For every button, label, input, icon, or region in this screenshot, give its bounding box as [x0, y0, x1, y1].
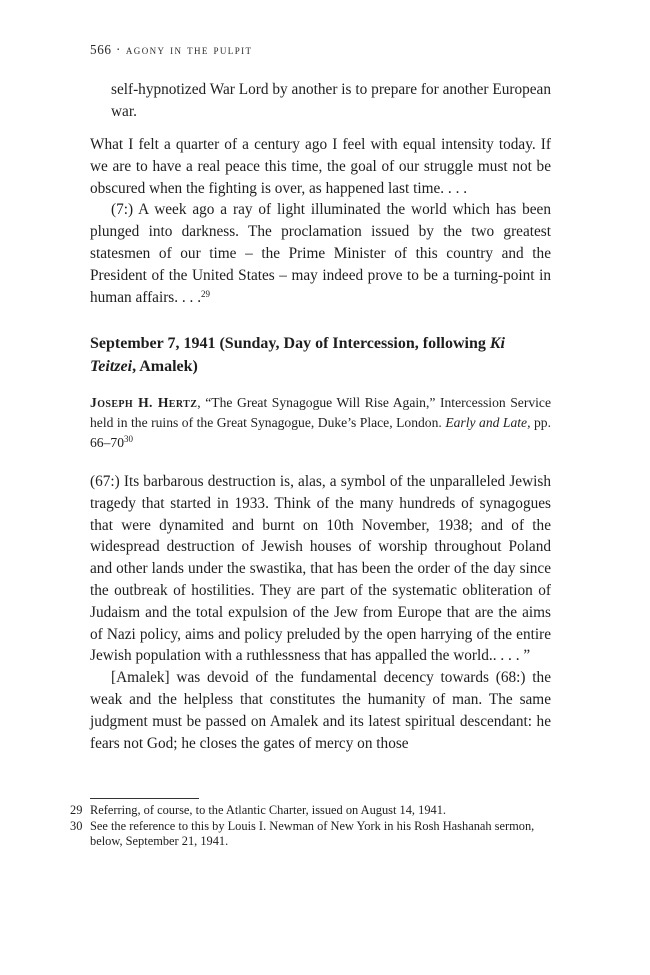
paragraph: What I felt a quarter of a century ago I feel with equal intensity today. If we are to have a real peace this time, the goal of our struggle must not be obscured when the fighting is over, as happened last time. . . .: [90, 136, 551, 197]
footnote-rule: [90, 798, 199, 799]
footnote-text: Referring, of course, to the Atlantic Charter, issued on August 14, 1941.: [90, 803, 447, 817]
paragraph-text: (7:) A week ago a ray of light illuminated the world which has been plunged into darkness. The proclamation issued by the two greatest statesmen of our time – the Prime Minister of this country and the President of the United States – may indeed prove to be a turning-point in human affairs. . . .: [90, 201, 551, 306]
footnote-text: See the reference to this by Louis I. Newman of New York in his Rosh Hashanah sermon, below, September 21, 1941.: [90, 818, 535, 848]
author-name: Joseph H. Hertz: [90, 395, 198, 410]
footnotes: [70, 803, 552, 850]
footnote: [70, 819, 552, 850]
footnote-ref: 29: [201, 288, 211, 299]
body-block-2: [90, 471, 551, 754]
section-heading: [90, 333, 551, 378]
paragraph: (67:) Its barbarous destruction is, alas, a symbol of the unparalleled Jewish tragedy that started in 1933. Think of the many hundreds of synagogues that were dynamited and burnt on 10th November, 1938; and of the widespread destruction of Jewish houses of worship throughout Poland and other lands under the swastika, that has been the order of the day since the outbreak of hostilities. They are part of the systematic obliteration of Judaism and the total expulsion of the Jew from Europe that are the aims of Nazi policy, aims and policy preluded by the open harrying of the entire Jewish population with a ruthlessness that has appalled the world.. . . . ”: [90, 473, 551, 665]
footnote-ref: 30: [123, 434, 133, 444]
footnote-number: 29: [70, 803, 83, 817]
source-pages: pp. 66–70: [90, 415, 551, 450]
source-text: , “The Great Synagogue Will Rise Again,” Intercession Service held in the ruins of the Great Synagogue, Duke’s Place, London.: [90, 395, 552, 430]
paragraph: [Amalek] was devoid of the fundamental decency towards (68:) the weak and the helpless that constitutes the humanity of man. The same judgment must be passed on Amalek and its latest spiritual descendant: he fears not God; he closes the gates of mercy on those: [90, 669, 551, 752]
page-number: 566: [90, 42, 112, 57]
paragraph: [90, 199, 551, 308]
footnote-number: 30: [70, 818, 83, 833]
quote-continuation: [111, 79, 551, 123]
source-citation: [90, 393, 551, 453]
body-block-1: [90, 134, 551, 308]
footnote: [70, 803, 552, 819]
heading-tail: , Amalek): [132, 357, 198, 375]
heading-text: September 7, 1941 (Sunday, Day of Intercession, following: [90, 335, 490, 352]
heading-italic: Ki Teitzei: [90, 335, 505, 375]
quote-continuation-text: self-hypnotized War Lord by another is to prepare for another European war.: [111, 81, 551, 120]
book-title: Early and Late,: [445, 415, 531, 430]
running-head-separator: ·: [116, 42, 122, 57]
running-head: [90, 42, 551, 58]
running-head-title: agony in the pulpit: [125, 42, 253, 57]
